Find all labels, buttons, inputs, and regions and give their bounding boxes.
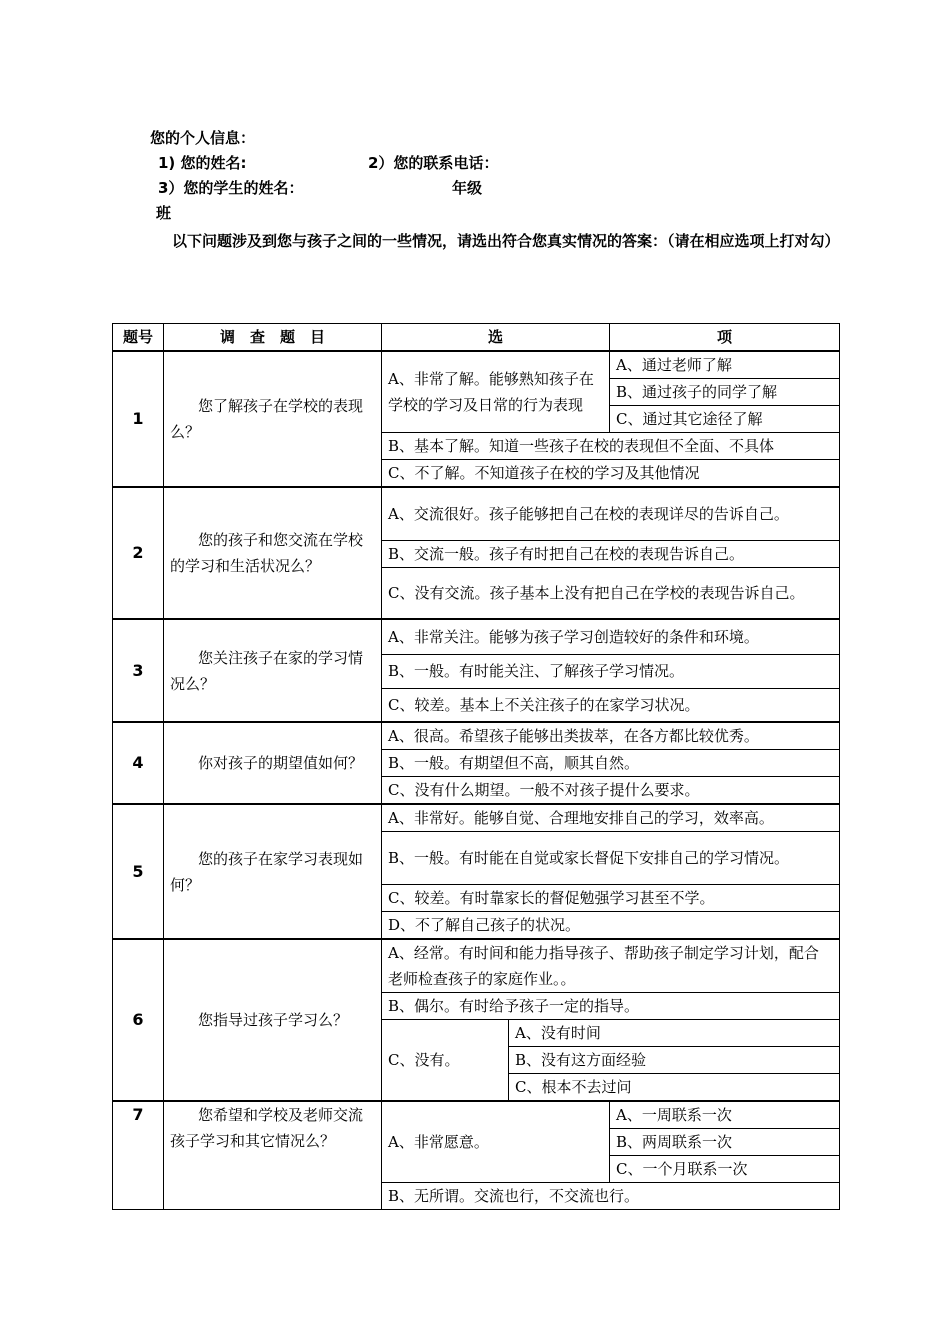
question-number: 1 [113, 351, 164, 487]
sub-option-cell[interactable]: B、两周联系一次 [610, 1129, 840, 1156]
col-header-number: 题号 [113, 324, 164, 352]
option-cell[interactable]: A、交流很好。孩子能够把自己在校的表现详尽的告诉自己。 [382, 487, 840, 540]
table-row [113, 939, 840, 993]
option-cell[interactable]: B、交流一般。孩子有时把自己在校的表现告诉自己。 [382, 540, 840, 567]
option-cell[interactable]: C、不了解。不知道孩子在校的学习及其他情况 [382, 460, 840, 488]
question-number: 4 [113, 722, 164, 804]
table-row [113, 804, 840, 832]
option-cell[interactable]: A、非常好。能够自觉、合理地安排自己的学习，效率高。 [382, 804, 840, 832]
table-row [113, 1101, 840, 1129]
survey-table [112, 323, 840, 1210]
option-cell[interactable]: B、偶尔。有时给予孩子一定的指导。 [382, 993, 840, 1020]
student-name-field-label: 3）您的学生的姓名： [158, 179, 304, 197]
option-cell[interactable]: A、经常。有时间和能力指导孩子、帮助孩子制定学习计划，配合老师检查孩子的家庭作业。。 [382, 939, 840, 993]
sub-option-cell[interactable]: A、通过老师了解 [610, 351, 840, 379]
question-number: 5 [113, 804, 164, 939]
option-cell[interactable]: B、一般。有时能在自觉或家长督促下安排自己的学习情况。 [382, 832, 840, 885]
question-number: 3 [113, 619, 164, 722]
option-cell[interactable]: C、没有交流。孩子基本上没有把自己在学校的表现告诉自己。 [382, 567, 840, 619]
question-text: 您的孩子和您交流在学校的学习和生活状况么？ [164, 487, 382, 619]
class-field-label: 班 [156, 204, 172, 222]
grade-field-label: 年级 [452, 179, 483, 197]
table-row [113, 722, 840, 750]
sub-option-cell[interactable]: C、通过其它途径了解 [610, 406, 840, 433]
option-cell[interactable]: B、一般。有期望但不高，顺其自然。 [382, 750, 840, 777]
question-text: 你对孩子的期望值如何？ [164, 722, 382, 804]
sub-option-cell[interactable]: C、根本不去过问 [509, 1074, 840, 1102]
question-text: 您希望和学校及老师交流孩子学习和其它情况么？ [164, 1101, 382, 1210]
option-cell[interactable]: C、较差。有时靠家长的督促勉强学习甚至不学。 [382, 885, 840, 912]
question-number: 7 [113, 1101, 164, 1210]
personal-info-heading: 您的个人信息： [150, 129, 256, 147]
col-header-option-2: 项 [610, 324, 840, 352]
question-text: 您的孩子在家学习表现如何？ [164, 804, 382, 939]
sub-option-cell[interactable]: A、没有时间 [509, 1020, 840, 1047]
survey-instructions: 以下问题涉及到您与孩子之间的一些情况，请选出符合您真实情况的答案：（请在相应选项上打对勾） [172, 232, 840, 250]
sub-option-cell[interactable]: A、一周联系一次 [610, 1101, 840, 1129]
table-header-row [113, 324, 840, 352]
option-cell[interactable]: A、很高。希望孩子能够出类拔萃，在各方都比较优秀。 [382, 722, 840, 750]
option-cell[interactable]: D、不了解自己孩子的状况。 [382, 912, 840, 940]
question-text: 您了解孩子在学校的表现么？ [164, 351, 382, 487]
option-cell[interactable]: C、没有。 [382, 1020, 509, 1102]
table-row [113, 351, 840, 379]
col-header-question: 调 查 题 目 [164, 324, 382, 352]
option-cell[interactable]: A、非常关注。能够为孩子学习创造较好的条件和环境。 [382, 619, 840, 654]
sub-option-cell[interactable]: B、没有这方面经验 [509, 1047, 840, 1074]
option-cell[interactable]: A、非常了解。能够熟知孩子在学校的学习及日常的行为表现 [382, 351, 610, 433]
option-cell[interactable]: C、较差。基本上不关注孩子的在家学习状况。 [382, 688, 840, 722]
col-header-option-1: 选 [382, 324, 610, 352]
phone-field-label: 2）您的联系电话： [368, 154, 499, 172]
sub-option-cell[interactable]: C、一个月联系一次 [610, 1156, 840, 1183]
table-row [113, 487, 840, 540]
question-text: 您指导过孩子学习么？ [164, 939, 382, 1101]
option-cell[interactable]: C、没有什么期望。一般不对孩子提什么要求。 [382, 777, 840, 805]
question-number: 6 [113, 939, 164, 1101]
option-cell[interactable]: B、无所谓。交流也行，不交流也行。 [382, 1183, 840, 1210]
question-number: 2 [113, 487, 164, 619]
sub-option-cell[interactable]: B、通过孩子的同学了解 [610, 379, 840, 406]
option-cell[interactable]: B、一般。有时能关注、了解孩子学习情况。 [382, 654, 840, 688]
option-cell[interactable]: B、基本了解。知道一些孩子在校的表现但不全面、不具体 [382, 433, 840, 460]
name-field-label: 1) 您的姓名: [158, 154, 247, 172]
option-cell[interactable]: A、非常愿意。 [382, 1101, 610, 1183]
question-text: 您关注孩子在家的学习情况么？ [164, 619, 382, 722]
table-row [113, 619, 840, 654]
